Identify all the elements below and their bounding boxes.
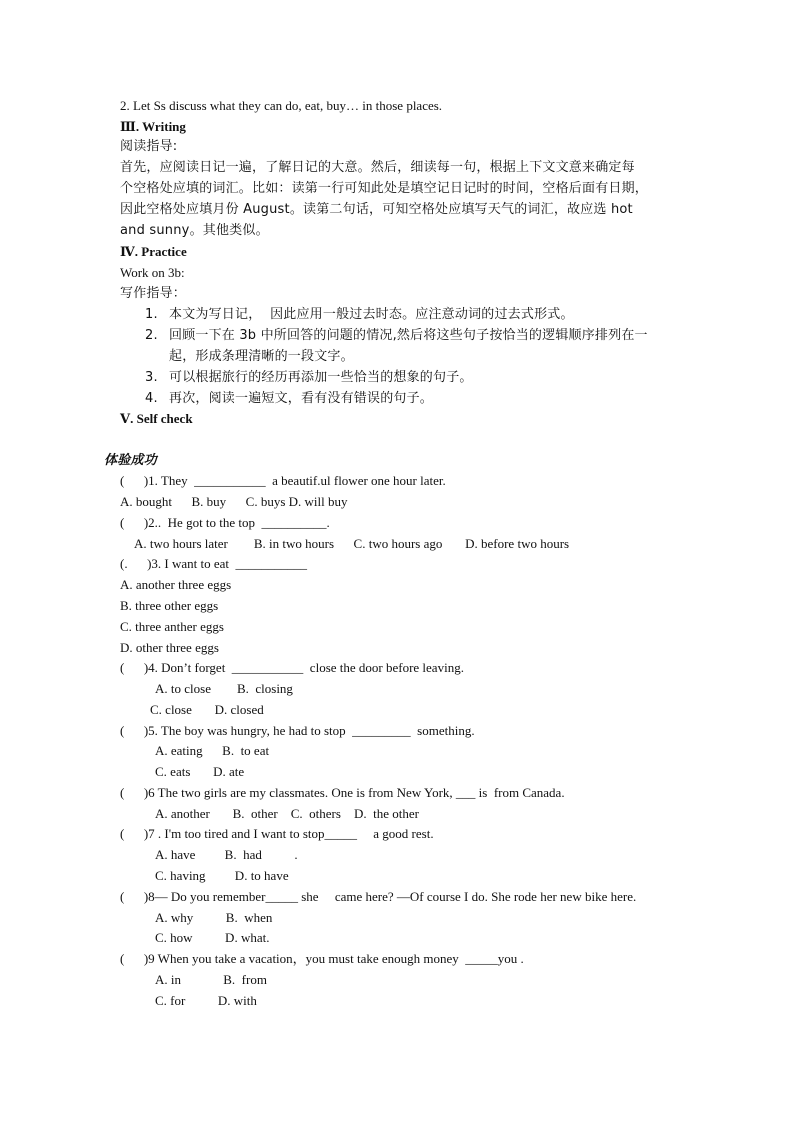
question-options: C. close D. closed: [150, 702, 264, 717]
practice-item: [145, 328, 648, 344]
writing-heading: Ⅲ. Writing: [120, 119, 186, 134]
question-options: C. how D. what.: [155, 930, 270, 945]
question-stem: ( )2.. He got to the top __________.: [120, 515, 330, 530]
question-options: A. bought B. buy C. buys D. will buy: [120, 494, 348, 509]
practice-item: [145, 307, 574, 323]
practice-heading: Ⅳ. Practice: [120, 244, 187, 259]
question-stem: ( )4. Don’t forget ___________ close the door before leaving.: [120, 660, 464, 675]
practice-item-text: 可以根据旅行的经历再添加一些恰当的想象的句子。: [169, 370, 473, 385]
question-options: A. another B. other C. others D. the other: [155, 806, 419, 821]
practice-work: Work on 3b:: [120, 265, 185, 280]
question-stem: ( )8— Do you remember_____ she came here? —Of course I do. She rode her new bike here.: [120, 889, 637, 904]
practice-item-text: 再次，阅读一遍短文，看有没有错误的句子。: [169, 391, 434, 406]
question-stem: ( )9 When you take a vacation，you must take enough money _____you .: [120, 951, 524, 966]
practice-item-num: 2.: [145, 328, 158, 343]
practice-item-text: 回顾一下在 3b 中所回答的问题的情况,然后将这些句子按恰当的逻辑顺序排列在一: [169, 328, 648, 343]
practice-item-num: 3.: [145, 370, 158, 385]
question-options: A. why B. when: [155, 910, 273, 925]
practice-item-num: 4.: [145, 391, 158, 406]
writing-guide-line: 首先，应阅读日记一遍，了解日记的大意。然后，细读每一句，根据上下文文意来确定每: [120, 160, 635, 175]
question-options: A. have B. had .: [155, 847, 298, 862]
question-option: B. three other eggs: [120, 598, 219, 613]
question-options: A. in B. from: [155, 972, 267, 987]
writing-guide-line: 个空格处应填的词汇。比如：读第一行可知此处是填空记日记时的时间，空格后面有日期，: [120, 181, 649, 196]
practice-item: [145, 391, 433, 407]
question-stem: ( )5. The boy was hungry, he had to stop _________ something.: [120, 723, 475, 738]
question-stem: ( )7 . I'm too tired and I want to stop_____ a good rest.: [120, 826, 434, 841]
question-option: C. three anther eggs: [120, 619, 224, 634]
practice-item-text: 本文为写日记， 因此应用一般过去时态。应注意动词的过去式形式。: [169, 307, 574, 322]
question-options: C. eats D. ate: [155, 764, 245, 779]
question-option: D. other three eggs: [120, 640, 219, 655]
question-options: A. to close B. closing: [155, 681, 293, 696]
question-stem: ( )1. They ___________ a beautif.ul flower one hour later.: [120, 473, 446, 488]
practice-item: [145, 370, 473, 386]
writing-guide-line: 因此空格处应填月份 August。读第二句话，可知空格处应填写天气的词汇，故应选 hot: [120, 202, 633, 217]
question-options: C. for D. with: [155, 993, 257, 1008]
writing-guide-line: and sunny。其他类似。: [120, 223, 269, 238]
selfcheck-heading: Ⅴ. Self check: [120, 411, 193, 426]
writing-guide-title: 阅读指导:: [120, 139, 178, 154]
practice-guide-title: 写作指导：: [120, 286, 187, 301]
question-options: A. two hours later B. in two hours C. two hours ago D. before two hours: [134, 536, 570, 551]
section2-item2: 2. Let Ss discuss what they can do, eat, buy… in those places.: [120, 98, 443, 113]
practice-item-num: 1.: [145, 307, 158, 322]
experience-title: 体验成功: [104, 453, 157, 468]
question-options: A. eating B. to eat: [155, 743, 270, 758]
question-stem: ( )6 The two girls are my classmates. One is from New York, ___ is from Canada.: [120, 785, 565, 800]
question-option: A. another three eggs: [120, 577, 232, 592]
practice-item-continuation: 起，形成条理清晰的一段文字。: [169, 349, 354, 364]
question-stem: (. )3. I want to eat ___________: [120, 556, 308, 571]
question-options: C. having D. to have: [155, 868, 289, 883]
